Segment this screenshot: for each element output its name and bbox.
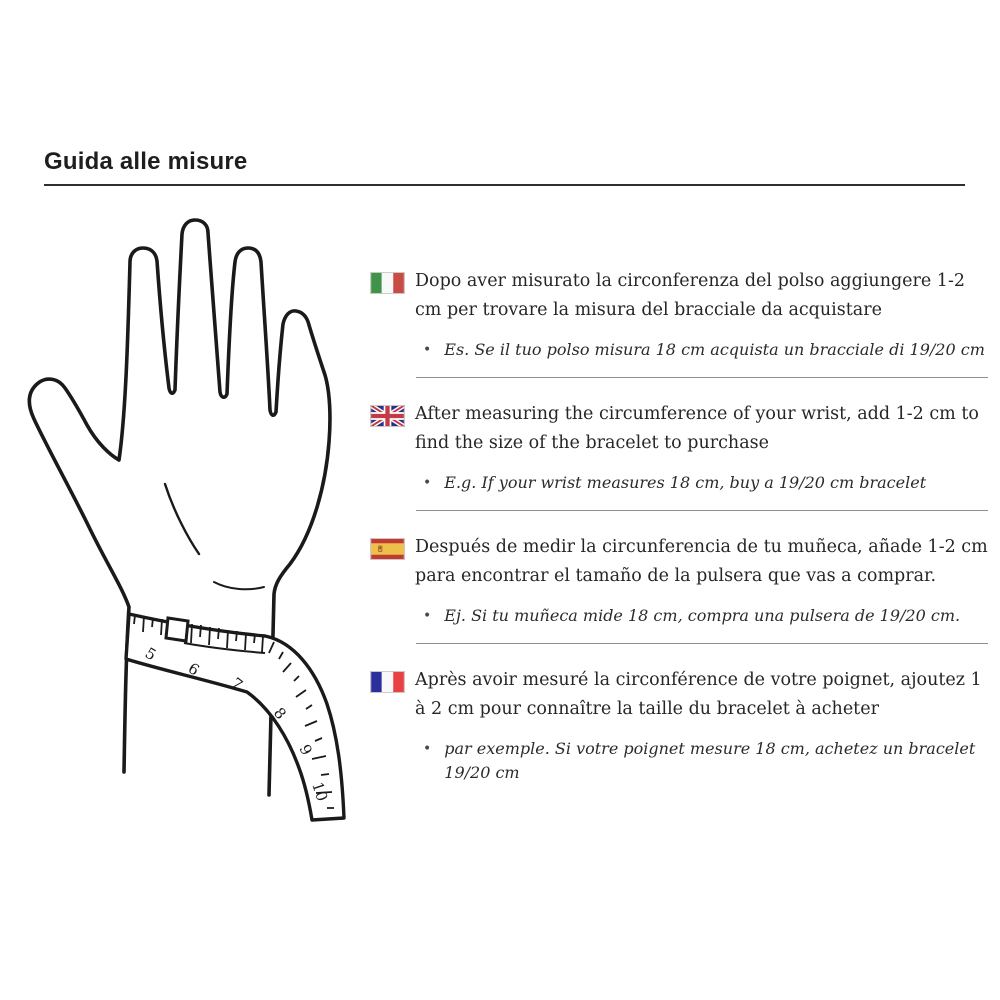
- example-text-english: E.g. If your wrist measures 18 cm, buy a 19/20 cm bracelet: [444, 473, 927, 492]
- uk-flag-icon: [370, 400, 408, 495]
- section-divider: [416, 377, 988, 378]
- example-text-spanish: Ej. Si tu muñeca mide 18 cm, compra una pulsera de 19/20 cm.: [444, 606, 961, 625]
- hand-measuring-tape-illustration: [22, 212, 370, 812]
- heading-rule: [44, 184, 965, 186]
- example-italian: [415, 338, 988, 362]
- example-english: [415, 471, 988, 495]
- instruction-text-italian: Dopo aver misurato la circonferenza del polso aggiungere 1-2 cm per trovare la misura del bracciale da acquistare: [415, 271, 965, 320]
- instructions-column: [370, 212, 1000, 812]
- tape-number-9: 9: [295, 741, 316, 759]
- section-french: [370, 666, 988, 785]
- example-spanish: [415, 604, 988, 628]
- italy-flag-icon: [370, 267, 408, 362]
- section-italian: [370, 267, 988, 362]
- instruction-text-french: Après avoir mesuré la circonférence de votre poignet, ajoutez 1 à 2 cm pour connaître la taille du bracelet à acheter: [415, 670, 982, 719]
- bullet-marker: •: [423, 608, 432, 624]
- wrist-crease: [214, 582, 264, 589]
- palm-crease: [165, 484, 199, 554]
- tape-buckle: [166, 618, 188, 641]
- spain-coat-of-arms: [379, 546, 382, 552]
- tape-number-5: 5: [142, 643, 160, 665]
- measuring-tape: [126, 614, 344, 820]
- section-english: [370, 400, 988, 495]
- tape-number-6: 6: [184, 659, 203, 680]
- france-flag-icon: [370, 666, 408, 785]
- section-spanish: [370, 533, 988, 628]
- spain-flag-icon: [370, 533, 408, 628]
- hand-illustration-svg: [22, 212, 392, 812]
- tape-number-7: 7: [227, 673, 247, 695]
- content-row: [0, 212, 1000, 812]
- page-header: [44, 148, 965, 186]
- example-french: [415, 737, 988, 785]
- bullet-marker: •: [423, 342, 432, 358]
- page-title: Guida alle misure: [44, 148, 248, 175]
- instruction-text-english: After measuring the circumference of your wrist, add 1-2 cm to find the size of the bracelet to purchase: [415, 404, 979, 453]
- tape-number-10: 10: [308, 779, 332, 804]
- instruction-text-spanish: Después de medir la circunferencia de tu muñeca, añade 1-2 cm para encontrar el tamaño de la pulsera que vas a comprar.: [415, 537, 988, 586]
- bullet-marker: •: [423, 475, 432, 491]
- example-text-italian: Es. Se il tuo polso misura 18 cm acquista un bracciale di 19/20 cm: [444, 340, 985, 359]
- example-text-french: par exemple. Si votre poignet mesure 18 cm, achetez un bracelet 19/20 cm: [444, 739, 976, 782]
- bullet-marker: •: [423, 741, 432, 757]
- section-divider: [416, 643, 988, 644]
- section-divider: [416, 510, 988, 511]
- tape-number-8: 8: [269, 704, 290, 723]
